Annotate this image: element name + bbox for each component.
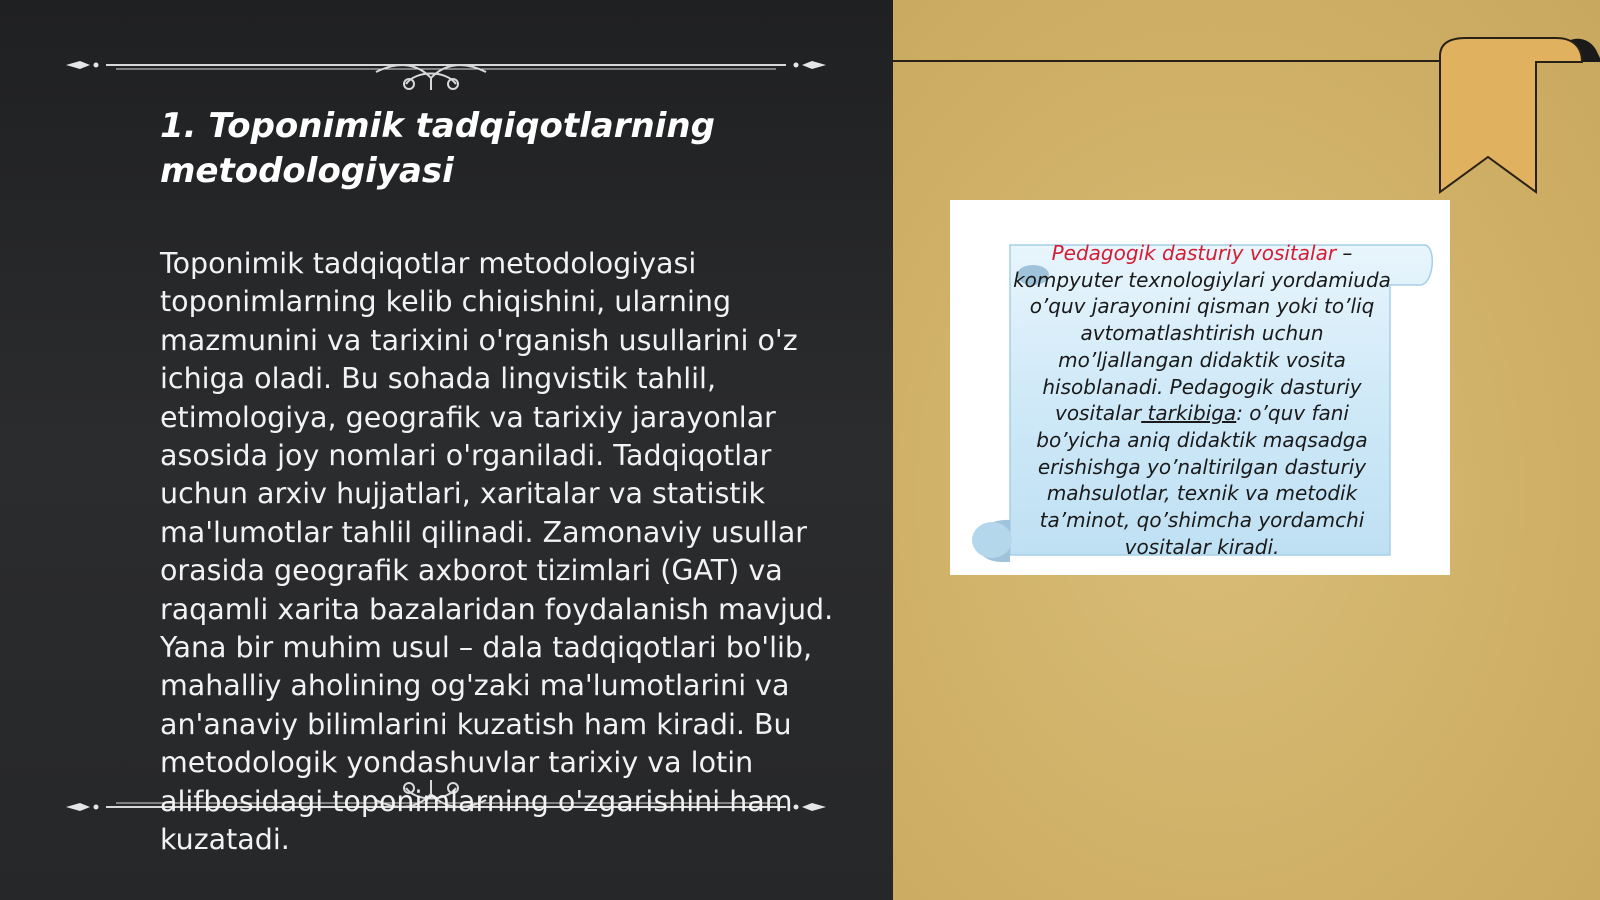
slide-title: 1. Toponimik tadqiqotlarning metodologiyasi xyxy=(160,106,715,191)
top-ornament-divider xyxy=(66,40,826,90)
card-text-part-1: – kompyuter texnologiylari yordamiuda o’quv jarayonini qisman yoki to’liq avtomatlashtirish uchun mo’ljallangan didaktik vosita hisoblanadi. Pedagogik dasturiy vositalar xyxy=(1013,241,1391,426)
card-underlined-term: tarkibiga xyxy=(1141,401,1237,426)
card-text xyxy=(1012,240,1392,560)
card-highlight-term: Pedagogik dasturiy vositalar xyxy=(1051,241,1337,265)
bookmark-ribbon-icon xyxy=(1432,32,1600,202)
card-text-part-2: : o’quv fani bo’yicha aniq didaktik maqsadga erishishga yo’naltirilgan dasturiy mahsulotlar, texnik va metodik ta’minot, qo’shimcha yordamchi vositalar kiradi. xyxy=(1036,401,1368,559)
slide-body-text: Toponimik tadqiqotlar metodologiyasi toponimlarning kelib chiqishini, ularning mazmunini va tarixini o'rganish usullarini o'z ichiga oladi. Bu sohada lingvistik tahlil, etimologiya, geografik va tarixiy jarayonlar asosida joy nomlari o'rganiladi. Tadqiqotlar uchun arxiv hujjatlari, xaritalar va statistik ma'lumotlar tahlil qilinadi. Zamonaviy usullar orasida geografik axborot tizimlari (GAT) va raqamli xarita bazalaridan foydalanish mavjud. Yana bir muhim usul – dala tadqiqotlari bo'lib, mahalliy aholining og'zaki ma'lumotlarini va an'anaviy bilimlarini kuzatish ham kiradi. Bu metodologik yondashuvlar tarixiy va lotin alifbosidagi toponimlarning o'zgarishini ham kuzatadi. xyxy=(160,247,834,857)
pedagogical-tools-image-card xyxy=(950,200,1450,575)
